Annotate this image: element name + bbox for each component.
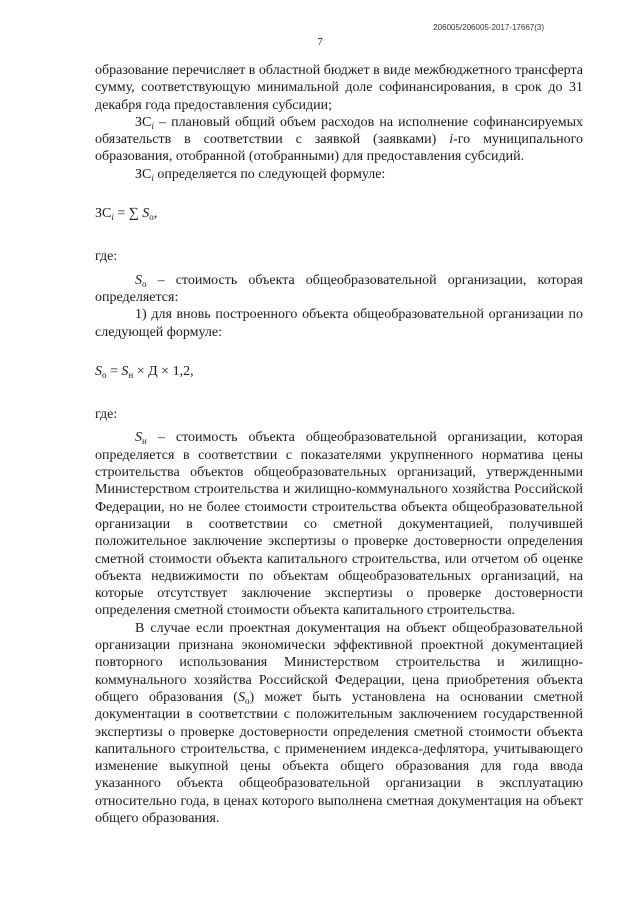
var-s: S xyxy=(135,430,142,446)
document-body xyxy=(95,62,583,827)
formula-lhs-sub: o xyxy=(102,369,107,380)
var-zs-sub: i xyxy=(151,120,154,131)
document-id: 206005/206005-2017-17667(3) xyxy=(433,23,544,32)
formula-var-sn: S xyxy=(121,363,129,379)
var-i: i xyxy=(449,132,454,148)
var-zs: ЗС xyxy=(135,166,152,182)
formula-lhs: ЗС xyxy=(95,206,112,222)
var-s: S xyxy=(237,689,245,705)
var-s-sub: o xyxy=(142,278,147,289)
var-zs-sub: i xyxy=(151,172,154,183)
paragraph-reuse-text: В случае если проектная документация на объект общеобразовательной организации признана экономически эффективной проектной документацией повторного использования Министерством строительства и жилищно-коммунального хозяйства Российской Федерации, цена приобретения объекта общего образования ( xyxy=(95,620,583,705)
where-label: где: xyxy=(95,407,118,423)
formula-zs xyxy=(95,205,583,222)
paragraph-zs-formula-intro-text: определяется по следующей формуле: xyxy=(153,166,386,182)
formula-end: , xyxy=(153,206,158,222)
paragraph-transfer: образование перечисляет в областной бюджет в виде межбюджетного трансферта сумму, соответствующую минимальной доле софинансирования, в срок до 31 декабря года предоставления субсидии; xyxy=(95,63,583,113)
paragraph-so-definition xyxy=(95,272,583,307)
formula-eq: = xyxy=(106,363,122,379)
formula-var-sn-sub: н xyxy=(128,369,134,380)
paragraph-zs-text-2: -го муниципального образования, отобранной (отобранными) для предоставления субсидий. xyxy=(95,132,583,165)
var-s: S xyxy=(135,272,142,288)
paragraph-zs-text: – плановый общий объем расходов на исполнение софинансируемых обязательств в соответствии с заявкой (заявками) xyxy=(95,114,583,148)
paragraph-sn-text: – стоимость объекта общеобразовательной организации, которая определяется в соответствии с показателями укрупненного норматива цены строительства объектов общеобразовательных организаций, утвержденными Министерством строительства и жилищно-коммунального хозяйства Российской Федерации, но не более стоимости строительства объекта общеобразовательной организации в соответствии со сметной документацией, получившей положительное заключение экспертизы о проверке достоверности определения сметной стоимости объекта капитального строительства, или отчетом об оценке объекта недвижимости по объектам общеобразовательных организаций, на которые отсутствует заключение экспертизы о проверке достоверности определения сметной стоимости объекта капитального строительства. xyxy=(95,430,583,619)
var-zs: ЗС xyxy=(135,114,152,130)
var-s-sub: o xyxy=(244,695,250,706)
paragraph-zs-definition xyxy=(95,114,583,166)
formula-lhs-sub: i xyxy=(111,212,114,223)
paragraph-so-text: – стоимость объекта общеобразовательной организации, которая определяется: xyxy=(95,272,583,305)
formula-so xyxy=(95,363,583,380)
formula-rest: × Д × 1,2, xyxy=(133,363,194,379)
paragraph-sn-definition xyxy=(95,429,583,619)
formula-lhs: S xyxy=(95,363,102,379)
formula-eq: = ∑ xyxy=(113,206,143,222)
var-s-sub: н xyxy=(142,436,147,447)
formula-rhs-sub: o xyxy=(149,212,154,223)
where-label: где: xyxy=(95,249,118,265)
formula-rhs: S xyxy=(142,206,150,222)
paragraph-new-object: 1) для вновь построенного объекта общеобразовательной организации по следующей формуле: xyxy=(95,307,583,340)
paragraph-reuse-documentation xyxy=(95,620,583,828)
page-number: 7 xyxy=(317,36,323,48)
paragraph-zs-formula-intro xyxy=(95,166,583,183)
paragraph-reuse-text-2: ) может быть установлена на основании сметной документации в соответствии с положительным заключением государственной экспертизы о проверке достоверности определения сметной стоимости объекта капитального строительства, с применением индекса-дефлятора, учитывающего изменение выкупной цены объекта общего образования для года ввода указанного объекта общеобразовательной организации в эксплуатацию относительно года, в ценах которого выполнена сметная документация на объект общего образования. xyxy=(95,689,583,826)
